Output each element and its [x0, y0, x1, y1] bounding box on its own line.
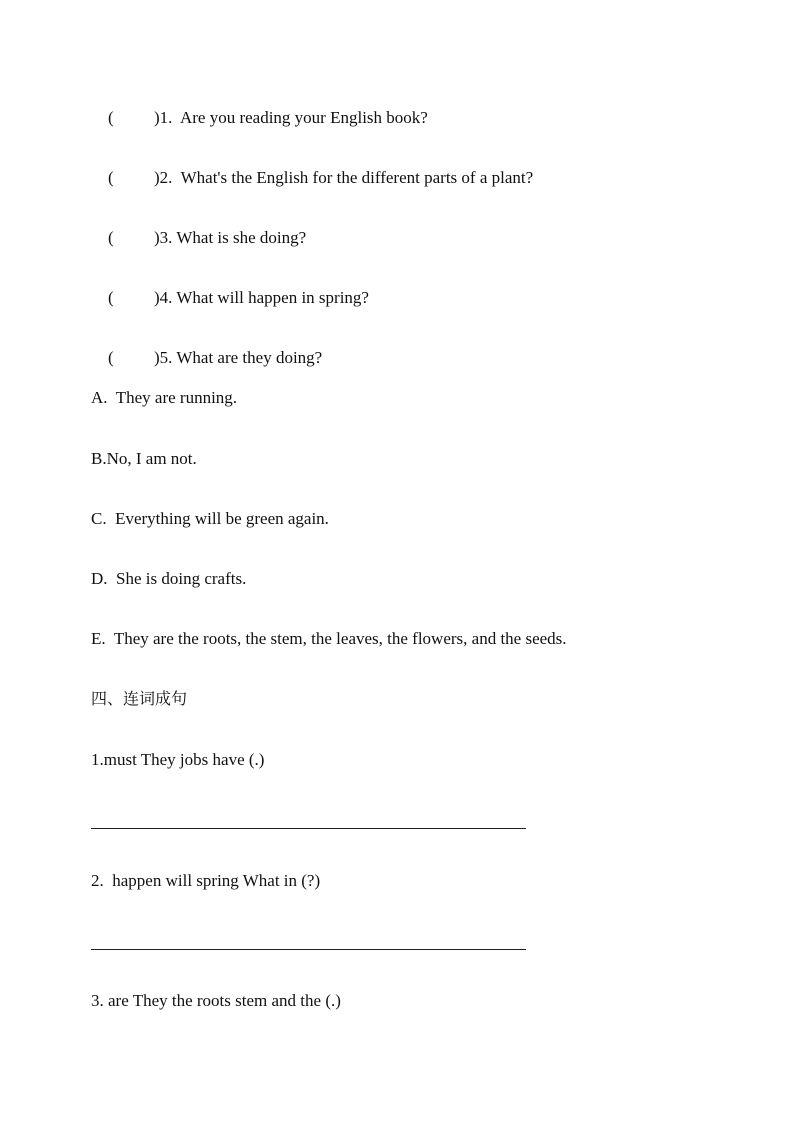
- section-heading: 四、连词成句: [91, 689, 188, 708]
- question-3: [91, 208, 306, 268]
- answer-option-d: D. She is doing crafts.: [91, 569, 247, 588]
- answer-blank[interactable]: (: [108, 288, 114, 307]
- sentence-item-3: 3. are They the roots stem and the (.): [91, 991, 341, 1010]
- sentence-item-2: 2. happen will spring What in (?): [91, 871, 321, 890]
- answer-option-c: C. Everything will be green again.: [91, 509, 329, 528]
- question-text: )2. What's the English for the different parts of a plant?: [154, 168, 534, 187]
- question-text: )4. What will happen in spring?: [154, 288, 369, 307]
- question-5: [91, 328, 322, 388]
- answer-blank[interactable]: (: [108, 108, 114, 127]
- question-text: )1. Are you reading your English book?: [154, 108, 428, 127]
- answer-line-2[interactable]: [91, 949, 526, 950]
- answer-option-e: E. They are the roots, the stem, the leaves, the flowers, and the seeds.: [91, 629, 567, 648]
- question-4: [91, 268, 369, 328]
- question-2: [91, 148, 533, 208]
- question-text: )3. What is she doing?: [154, 228, 307, 247]
- answer-blank[interactable]: (: [108, 348, 114, 367]
- question-text: )5. What are they doing?: [154, 348, 323, 367]
- sentence-item-1: 1.must They jobs have (.): [91, 750, 265, 769]
- answer-option-b: B.No, I am not.: [91, 449, 197, 468]
- answer-blank[interactable]: (: [108, 228, 114, 247]
- answer-blank[interactable]: (: [108, 168, 114, 187]
- answer-option-a: A. They are running.: [91, 388, 238, 407]
- question-1: [91, 88, 428, 148]
- answer-line-1[interactable]: [91, 828, 526, 829]
